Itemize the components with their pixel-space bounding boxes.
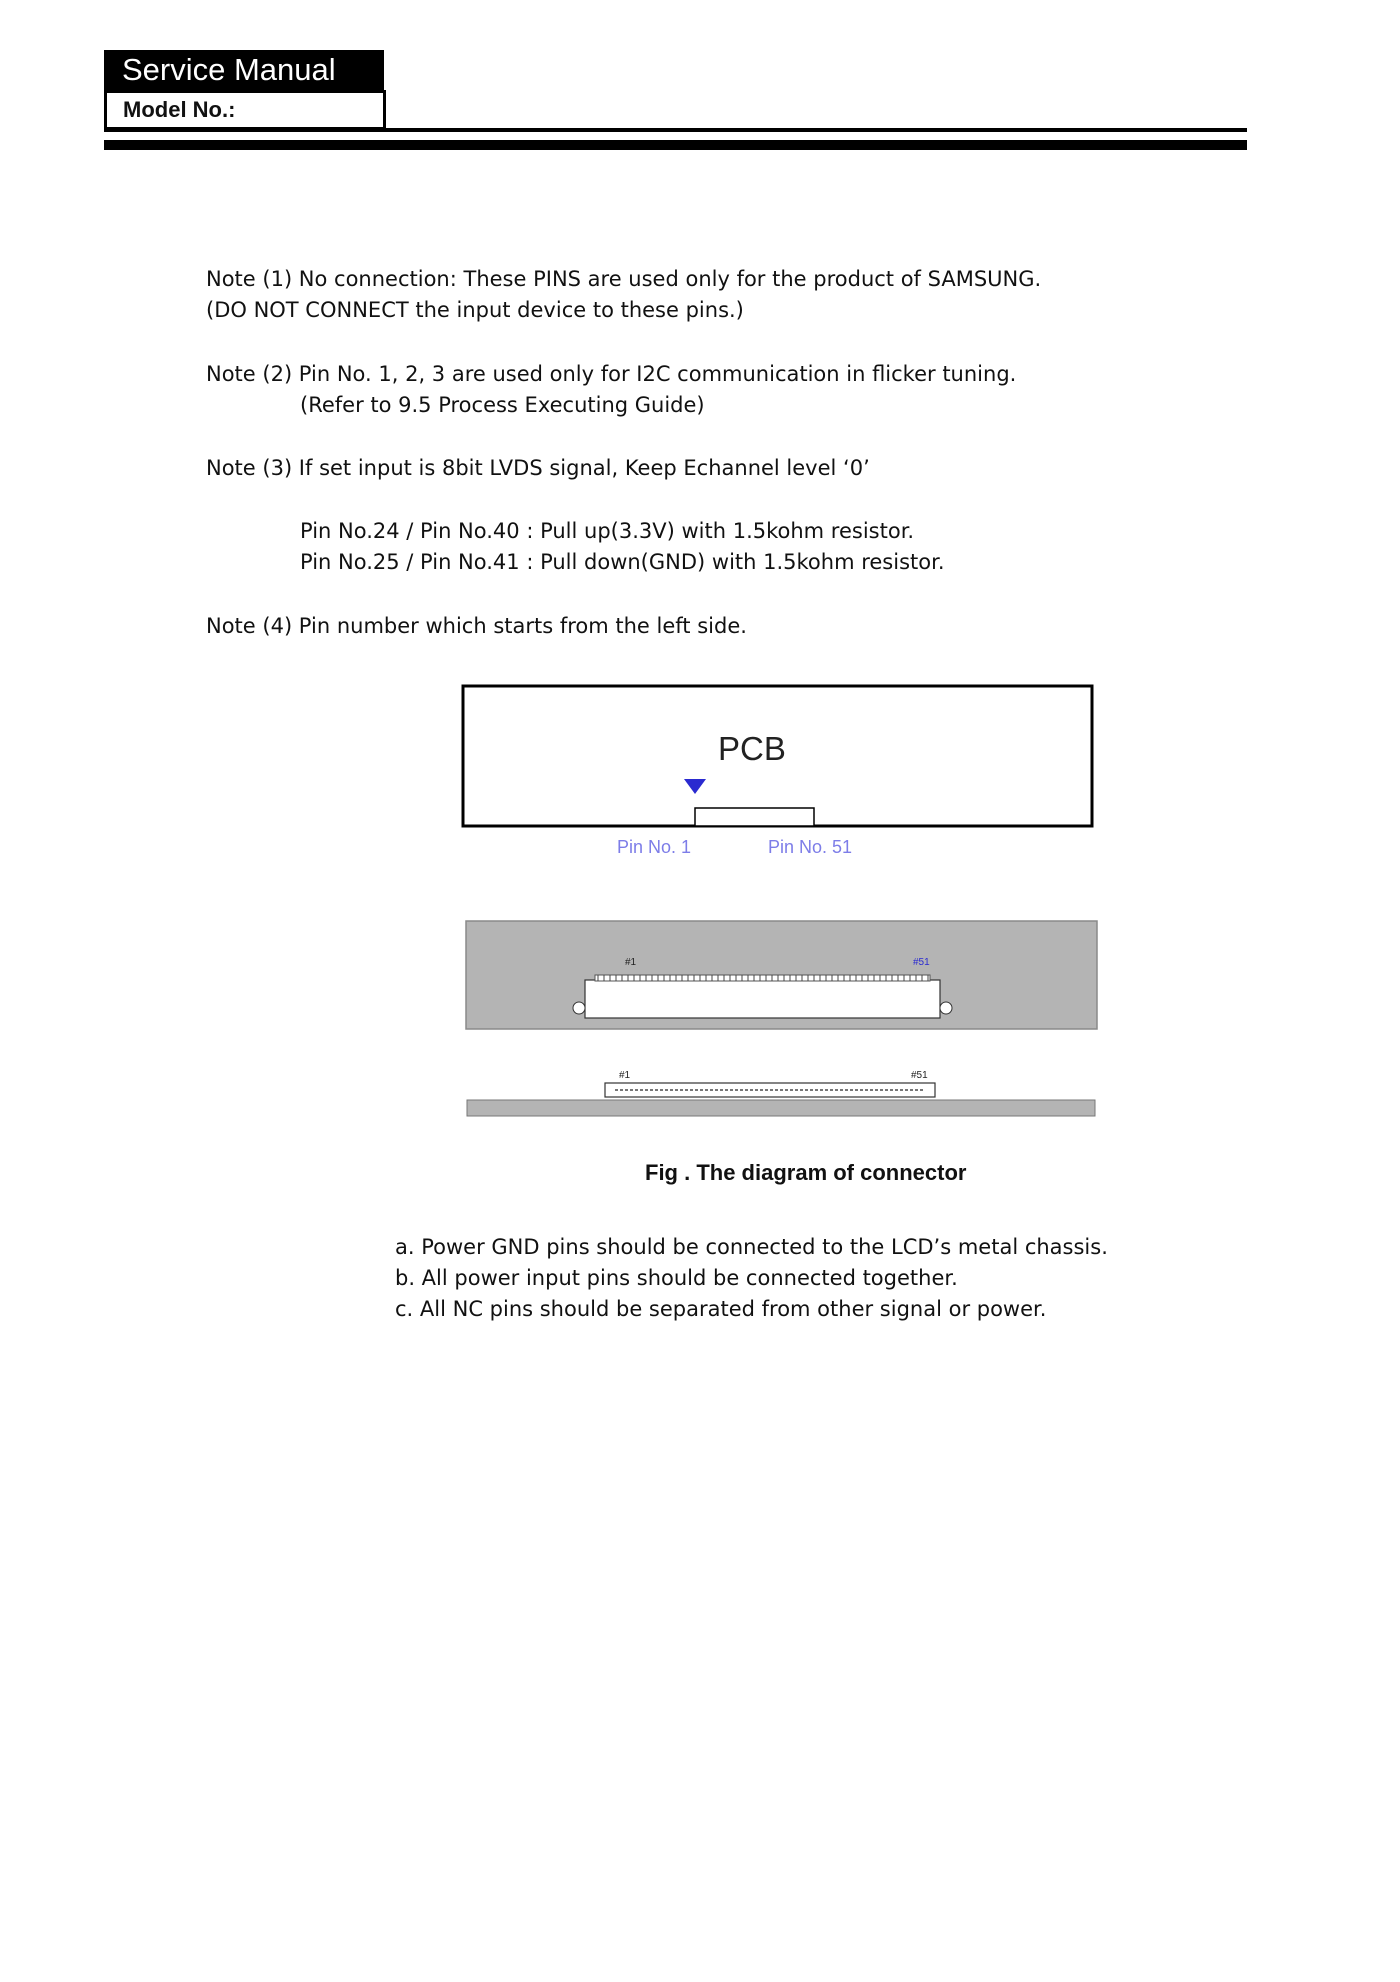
note-1-line-1: Note (1) No connection: These PINS are used only for the product of SAMSUNG. [206,267,1042,291]
note-2-line-1: Note (2) Pin No. 1, 2, 3 are used only for I2C communication in flicker tuning. [206,362,1017,386]
connector-front-pin1: #1 [625,957,637,968]
connector-side-pin51: #51 [911,1070,928,1081]
note-3-pulldown: Pin No.25 / Pin No.41 : Pull down(GND) with 1.5kohm resistor. [300,550,945,574]
pcb-connector-slot [695,808,814,826]
note-2-line-2: (Refer to 9.5 Process Executing Guide) [300,393,705,417]
requirement-a: a. Power GND pins should be connected to the LCD’s metal chassis. [395,1235,1108,1259]
requirement-b: b. All power input pins should be connected together. [395,1266,958,1290]
connector-left-latch [573,1002,585,1014]
note-3-line-1: Note (3) If set input is 8bit LVDS signal, Keep Echannel level ‘0’ [206,456,870,480]
note-1-line-2: (DO NOT CONNECT the input device to these pins.) [206,298,744,322]
note-3-pullup: Pin No.24 / Pin No.40 : Pull up(3.3V) with 1.5kohm resistor. [300,519,915,543]
connector-side-board [467,1100,1095,1116]
header-divider-thin [104,128,1247,132]
note-4: Note (4) Pin number which starts from the left side. [206,614,747,638]
pin-1-label: Pin No. 1 [617,837,692,857]
connector-front-body [585,980,940,1018]
model-number-label: Model No.: [104,90,386,130]
connector-right-latch [940,1002,952,1014]
connector-diagram [455,675,1115,1135]
connector-side-pin1: #1 [619,1070,631,1081]
requirement-c: c. All NC pins should be separated from other signal or power. [395,1297,1047,1321]
header-divider-thick [104,140,1247,150]
pcb-label: PCB [718,730,786,767]
service-manual-title: Service Manual [104,50,384,90]
pin-51-label: Pin No. 51 [768,837,853,857]
figure-caption: Fig . The diagram of connector [645,1160,967,1185]
connector-front-pin51: #51 [913,957,930,968]
